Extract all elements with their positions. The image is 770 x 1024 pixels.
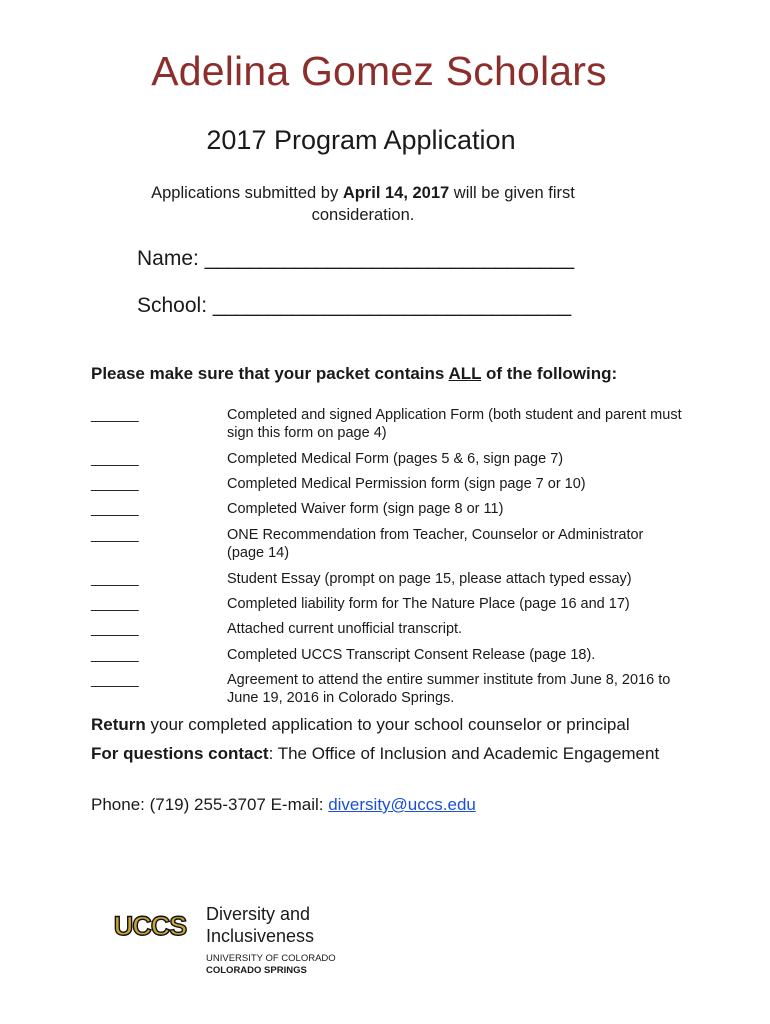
checklist-heading-emphasis: ALL <box>448 364 482 383</box>
page-subtitle: 2017 Program Application <box>206 125 516 155</box>
checklist-blank[interactable]: ______ <box>91 570 139 587</box>
school-field[interactable] <box>137 294 571 318</box>
checklist-item-text: Agreement to attend the entire summer institute from June 8, 2016 to June 19, 2016 in Colorado Springs. <box>227 672 671 706</box>
checklist-item-text: Completed and signed Application Form (both student and parent must sign this form on page 4) <box>227 407 682 441</box>
checklist-heading-prefix: Please make sure that your packet contains <box>91 364 449 383</box>
checklist-blank[interactable]: ______ <box>91 450 139 467</box>
checklist-blank[interactable]: ______ <box>91 406 139 423</box>
email-link[interactable]: diversity@uccs.edu <box>328 795 476 814</box>
uccs-logo <box>104 903 344 978</box>
checklist-blank[interactable]: ______ <box>91 595 139 612</box>
checklist-item-text: Attached current unofficial transcript. <box>227 621 463 637</box>
checklist-item-text: Completed liability form for The Nature Place (page 16 and 17) <box>227 596 630 612</box>
school-blank[interactable]: ________________________________ <box>212 294 571 317</box>
uccs-mark-text: UCCS <box>113 911 187 941</box>
checklist-item-text: Completed Medical Permission form (sign page 7 or 10) <box>227 476 586 492</box>
phone-text: Phone: (719) 255-3707 E-mail: <box>91 795 329 814</box>
return-bold: Return <box>91 715 146 734</box>
return-text: your completed application to your school counselor or principal <box>145 715 630 734</box>
deadline-note-suffix: will be given first consideration. <box>311 184 575 224</box>
uccs-mark <box>104 911 196 941</box>
logo-university <box>206 953 336 977</box>
page-title: Adelina Gomez Scholars <box>151 48 607 94</box>
name-field[interactable] <box>137 247 574 271</box>
phone-email-line <box>91 794 691 816</box>
logo-title: Diversity and Inclusiveness <box>206 904 315 946</box>
checklist-item-text: Completed Waiver form (sign page 8 or 11) <box>227 501 504 517</box>
questions-bold: For questions contact <box>91 744 269 763</box>
checklist-item-text: ONE Recommendation from Teacher, Counselor or Administrator (page 14) <box>227 527 644 561</box>
logo-university-name: UNIVERSITY OF COLORADO <box>206 953 336 964</box>
school-label: School: <box>137 294 208 317</box>
checklist-blank[interactable]: ______ <box>91 646 139 663</box>
name-blank[interactable]: _________________________________ <box>204 247 574 270</box>
checklist-blank[interactable]: ______ <box>91 475 139 492</box>
questions-contact <box>91 743 691 765</box>
checklist-item-text: Completed Medical Form (pages 5 & 6, sign page 7) <box>227 451 564 467</box>
deadline-date: April 14, 2017 <box>342 184 450 202</box>
return-instructions <box>91 714 691 736</box>
checklist-item-text: Student Essay (prompt on page 15, please attach typed essay) <box>227 571 632 587</box>
logo-campus-name: COLORADO SPRINGS <box>206 965 307 976</box>
checklist-blank[interactable]: ______ <box>91 526 139 543</box>
checklist-heading-suffix: of the following: <box>481 364 618 383</box>
checklist-blank[interactable]: ______ <box>91 671 139 688</box>
checklist-heading <box>91 364 617 384</box>
deadline-note-prefix: Applications submitted by <box>151 184 343 202</box>
checklist-item-text: Completed UCCS Transcript Consent Release (page 18). <box>227 647 596 663</box>
checklist-blank[interactable]: ______ <box>91 500 139 517</box>
questions-text: : The Office of Inclusion and Academic Engagement <box>268 744 660 763</box>
checklist-blank[interactable]: ______ <box>91 620 139 637</box>
name-label: Name: <box>137 247 199 270</box>
deadline-note <box>128 182 598 226</box>
